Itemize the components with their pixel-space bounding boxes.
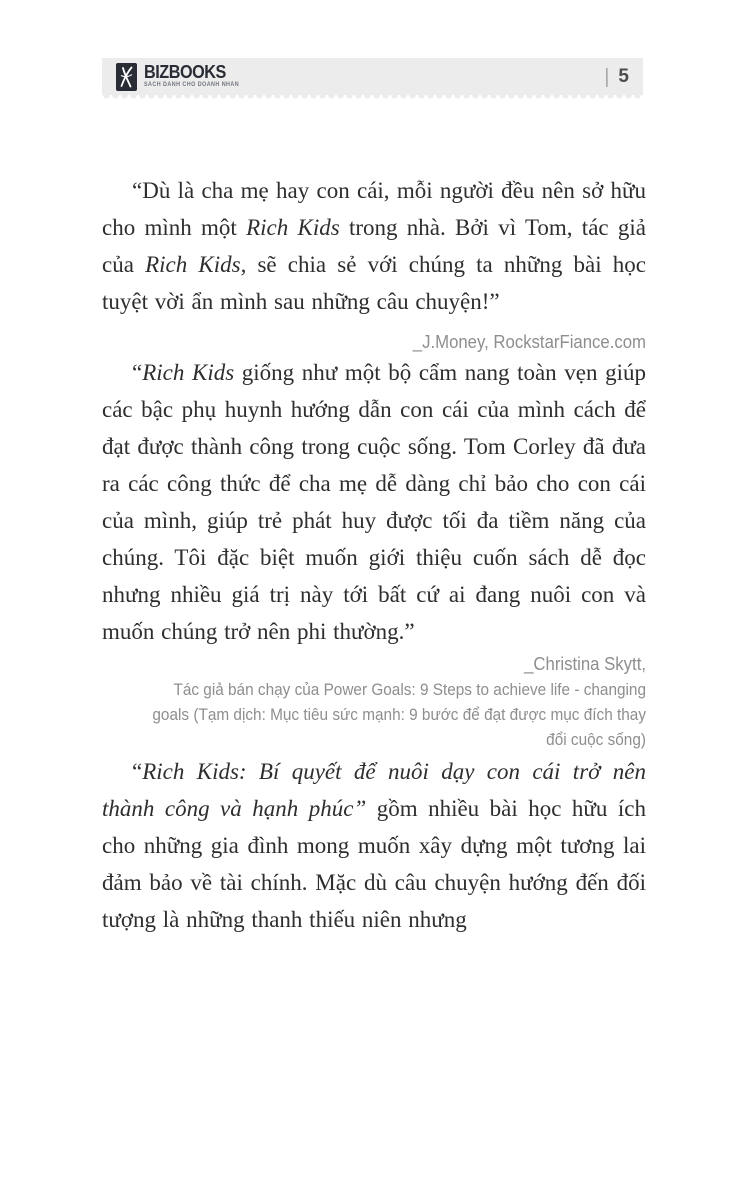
testimonial-quote-3: “Rich Kids: Bí quyết để nuôi dạy con cái trở nên thành công và hạnh phúc” gồm nhiều bài học hữu ích cho những gia đình mong muốn xây dựng một tương lai đảm bảo về tài chính. Mặc dù câu chuyện hướng đến đối tượng là những thanh thiếu niên nhưng [102,759,646,932]
page-header [102,58,643,95]
page-number-value: 5 [618,65,629,87]
page-content [102,172,646,938]
bizbooks-logo [116,63,250,91]
page-number [604,67,629,87]
page-number-separator: | [604,65,610,88]
testimonial-quote-2: “Rich Kids giống như một bộ cẩm nang toàn vẹn giúp các bậc phụ huynh hướng dẫn con cái của mình cách để đạt được thành công trong cuộc sống. Tom Corley đã đưa ra các công thức để cha mẹ dễ dàng chỉ bảo cho con cái của mình, giúp trẻ phát huy được tối đa tiềm năng của chúng. Tôi đặc biệt muốn giới thiệu cuốn sách dễ đọc nhưng nhiều giá trị này tới bất cứ ai đang nuôi con và muốn chúng trở nên phi thường.” [102,360,646,644]
quote-attribution-2: _Christina Skytt, [524,654,646,674]
quote-attribution-1: _J.Money, RockstarFiance.com [412,332,646,352]
logo-text [144,64,250,89]
logo-tagline: SÁCH DÀNH CHO DOANH NHÂN [144,82,240,88]
bizbooks-logo-icon [116,63,137,91]
testimonial-quote-1: “Dù là cha mẹ hay con cái, mỗi người đều nên sở hữu cho mình một Rich Kids trong nhà. Bởi vì Tom, tác giả của Rich Kids, sẽ chia sẻ với chúng ta những bài học tuyệt vời ẩn mình sau những câu chuyện!” [102,178,646,314]
logo-title: BIZBOOKS [144,62,226,82]
quote-attribution-2-detail: Tác giả bán chạy của Power Goals: 9 Steps to achieve life - changing goals (Tạm dịch: Mục tiêu sức mạnh: 9 bước để đạt được mục đích thay đổi cuộc sống) [152,681,647,749]
